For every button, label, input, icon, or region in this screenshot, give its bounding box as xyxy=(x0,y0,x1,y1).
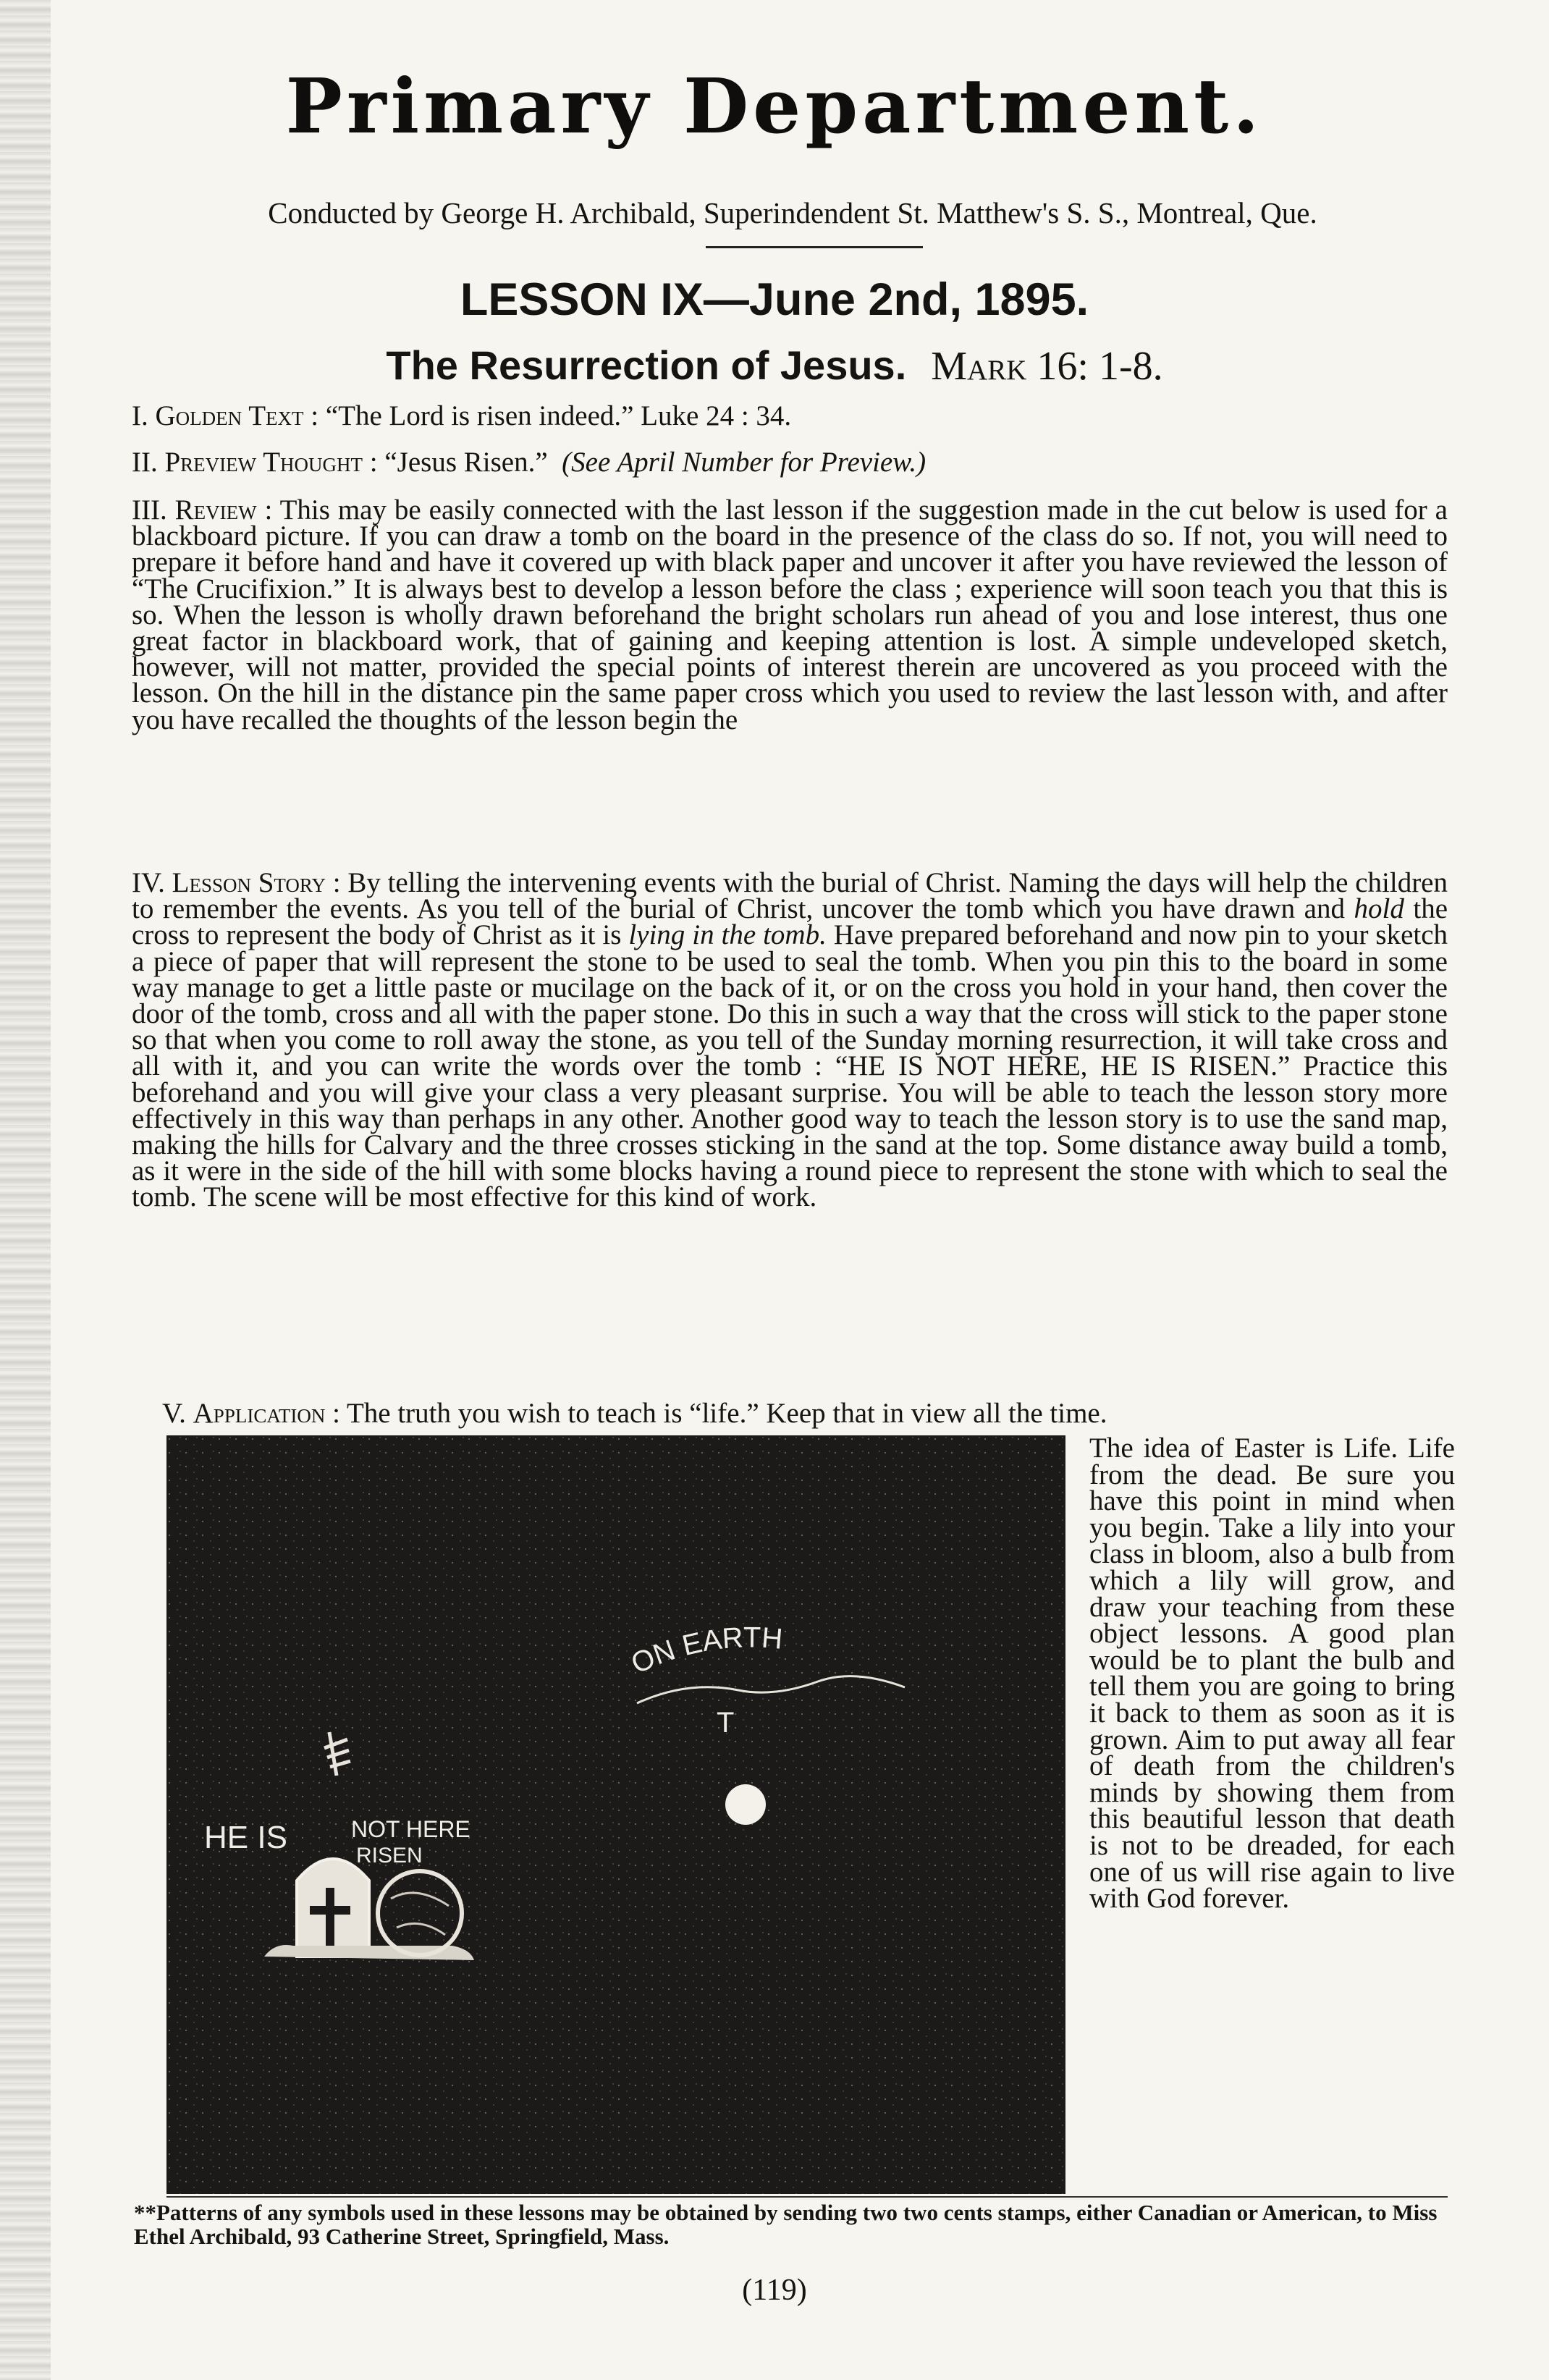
caption-right-line-1: NOT HERE xyxy=(351,1816,470,1842)
section-label: Application : xyxy=(193,1398,340,1429)
page-number: (119) xyxy=(742,2274,807,2307)
section-label: Lesson Story : xyxy=(172,867,341,898)
scripture-reference: Mark 16: 1-8. xyxy=(931,344,1163,389)
lesson-story-italic-1: hold xyxy=(1354,893,1404,925)
conducted-by-line: Conducted by George H. Archibald, Superindendent St. Matthew's S. S., Montreal, Que. xyxy=(268,196,1317,229)
golden-text: “The Lord is risen indeed.” Luke 24 : 34. xyxy=(325,400,792,431)
application-paragraph xyxy=(132,1398,1448,1429)
footnote: **Patterns of any symbols used in these lessons may be obtained by sending two two cents stamps, either Canadian or American, to Miss Ethel Archibald, 93 Catherine Street, Springfield, Mass. xyxy=(134,2200,1438,2249)
review-text: This may be easily connected with the last lesson if the suggestion made in the cut below is used for a blackboard picture. If you can draw a tomb on the board in the presence of the class do so. If not, you will need to prepare it before hand and have it covered up with black paper and uncover it after you have reviewed the lesson of “The Crucifixion.” It is always best to develop a lesson before the class ; experience will soon teach you that this is so. When the lesson is wholly drawn beforehand the bright scholars run ahead of you and lose interest, thus one great factor in blackboard work, that of gaining and keeping attention is lost. A simple undeveloped sketch, however, will not matter, provided the special points of interest therein are uncovered as you proceed with the lesson. On the hill in the distance pin the same paper cross which you used to review the last lesson with, and after you have recalled the thoughts of the lesson begin the xyxy=(132,494,1448,735)
lesson-story-paragraph xyxy=(132,867,1448,1213)
application-text: The truth you wish to teach is “life.” Keep that in view all the time. xyxy=(346,1398,1107,1429)
preview-note: (See April Number for Preview.) xyxy=(562,447,927,478)
lesson-subject-line xyxy=(0,342,1549,389)
lesson-story-text-1: By telling the intervening events with the burial of Christ. Naming the days will help the children to remember the events. As you tell of the burial of Christ, uncover the tomb which you have drawn and xyxy=(132,867,1448,925)
lesson-story-text-3: Have prepared beforehand and now pin to your sketch a piece of paper that will represent the stone to be used to seal the tomb. When you pin this to the board in some way manage to get a little paste or mucilage on the back of it, or on the cross you hold in your hand, then cover the door of the tomb, cross and all with the paper stone. Do this in such a way that the cross will stick to the paper stone so that when you come to roll away the stone, as you tell of the Sunday morning resurrection, it will take cross and all with it, and you can write the words over the tomb : “HE IS NOT HERE, HE IS RISEN.” Practice this beforehand and you will give your class a very pleasant surprise. You will be able to teach the lesson story more effectively in this way than perhaps in any other. Another good way to teach the lesson story is to use the sand map, making the hills for Calvary and the three crosses sticking in the sand at the top. Some distance away build a tomb, as it were in the side of the hill with some blocks having a round piece to represent the stone with which to seal the tomb. The scene will be most effective for this kind of work. xyxy=(132,919,1448,1213)
section-label: Golden Text : xyxy=(155,400,319,431)
sun-light xyxy=(725,1784,766,1825)
footnote-rule xyxy=(166,2196,1448,2198)
section-numeral: IV. xyxy=(132,867,165,898)
hill-cross-mark: T xyxy=(717,1707,735,1739)
blackboard-drawing xyxy=(166,1435,1065,2194)
lesson-story-text-2: the cross to represent the body of Christ as it is xyxy=(132,893,1448,951)
tomb-cross-horizontal xyxy=(310,1906,350,1915)
arc-text: ON EARTH xyxy=(626,1621,784,1680)
section-numeral: I. xyxy=(132,400,148,431)
caption-left: HE IS xyxy=(204,1820,287,1855)
board-surface xyxy=(166,1435,1065,2194)
preview-thought-line xyxy=(132,446,926,478)
section-numeral: V. xyxy=(162,1398,186,1429)
section-numeral: III. xyxy=(132,494,167,526)
lesson-title: LESSON IX—June 2nd, 1895. xyxy=(460,274,1089,325)
golden-text-line xyxy=(132,400,791,432)
tomb-cross-vertical xyxy=(326,1888,334,1946)
caption-right-line-2: RISEN xyxy=(356,1844,423,1868)
title-divider xyxy=(706,246,923,248)
blackboard-illustration xyxy=(166,1435,1065,2194)
application-continued: The idea of Easter is Life. Life from the dead. Be sure you have this point in mind when you begin. Take a lily into your class in bloom, also a bulb from which a lily will grow, and draw your teaching from these object lessons. A good plan would be to plant the bulb and tell them you are going to bring it back to them as soon as it is grown. Aim to put away all fear of death from the children's minds by showing them from this beautiful lesson that death is not to be dreaded, for each one of us will rise again to live with God forever. xyxy=(1089,1432,1455,1915)
lesson-story-italic-2: lying in the tomb. xyxy=(628,919,827,951)
section-label: Review : xyxy=(174,494,273,526)
review-paragraph xyxy=(132,494,1448,735)
lesson-subject: The Resurrection of Jesus. xyxy=(386,342,907,388)
section-numeral: II. xyxy=(132,447,158,478)
section-label: Preview Thought : xyxy=(164,447,378,478)
department-title: Primary Department. xyxy=(285,62,1264,151)
preview-thought: “Jesus Risen.” xyxy=(384,447,548,478)
